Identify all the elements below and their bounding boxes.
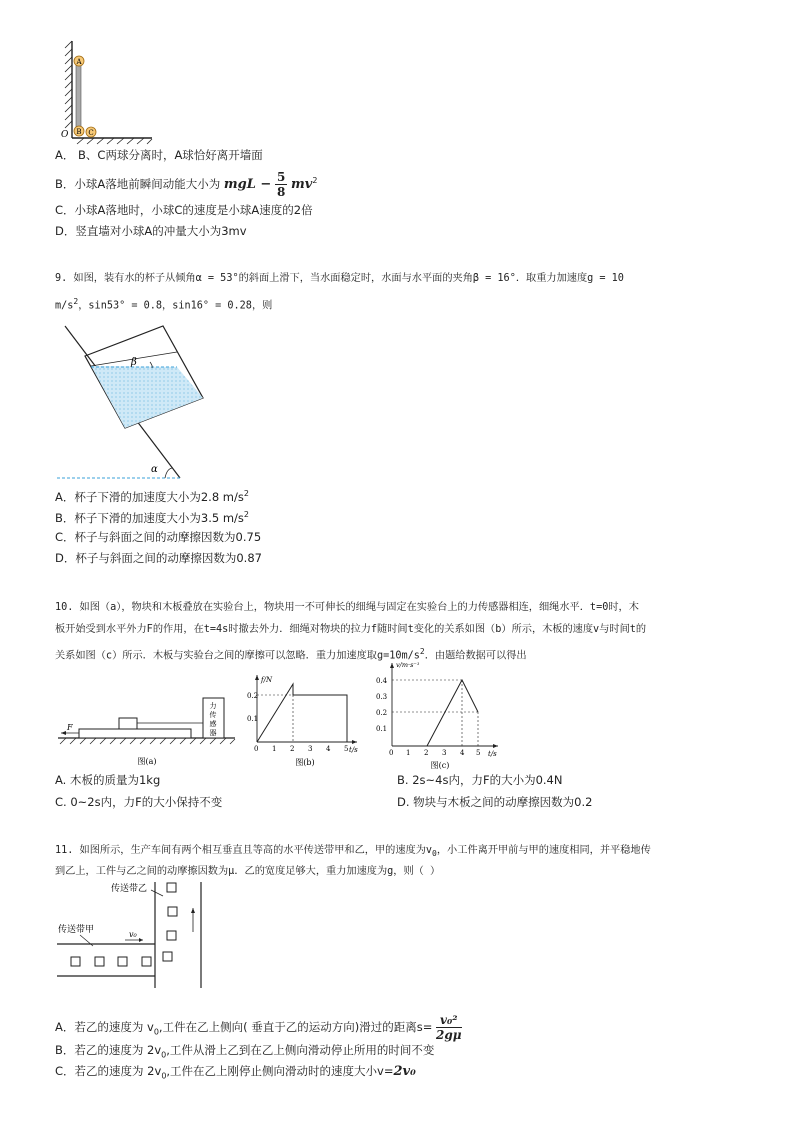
figure-a-caption: 图(a) xyxy=(137,757,157,766)
q11-option-a-fraction xyxy=(436,1013,462,1042)
fig-c-ylabel: v/m·s⁻¹ xyxy=(396,661,420,669)
q9-option-a xyxy=(55,486,249,505)
fig-b-xtick-5: 5 xyxy=(344,745,349,753)
beta-label: β xyxy=(131,357,137,368)
fig-b-xtick-0: 0 xyxy=(254,745,259,753)
q11-stem-line2: 到乙上，工件与乙之间的动摩擦因数为μ．乙的宽度足够大，重力加速度为g，则（ ） xyxy=(55,866,441,877)
q9-option-b-sup: 2 xyxy=(243,510,249,519)
q8-option-b xyxy=(55,170,317,199)
figure-b-caption: 图(b) xyxy=(295,758,315,767)
fig-c-ytick-0.1: 0.1 xyxy=(376,725,388,733)
fig-b-xtick-2: 2 xyxy=(290,745,295,753)
figure-a-apparatus xyxy=(55,690,240,770)
q10-option-b: B. 2s~4s内，力F的大小为0.4N xyxy=(397,773,563,787)
q9-option-a-sup: 2 xyxy=(243,489,249,498)
q8-option-b-prefix: B．小球A落地前瞬间动能大小为 xyxy=(55,177,221,191)
q10-stem-line3-b: ．由题给数据可以得出 xyxy=(424,650,527,662)
fraction-denominator: 2gμ xyxy=(436,1028,462,1042)
fig-c-ytick-0.4: 0.4 xyxy=(376,677,388,685)
fig-c-xtick-5: 5 xyxy=(476,749,481,757)
q11-option-b-text: B．若乙的速度为 2v xyxy=(55,1043,162,1057)
fig-c-ytick-0.3: 0.3 xyxy=(376,693,388,701)
q10-stem-line3-a: 关系如图（c）所示．木板与实验台之间的摩擦可以忽略．重力加速度取g=10m/s xyxy=(55,650,420,662)
q8-option-b-fraction xyxy=(275,170,287,199)
q9-unit-sup: 2 xyxy=(73,297,79,306)
fig-c-ytick-0.2: 0.2 xyxy=(376,709,388,717)
q10-option-c: C. 0~2s内，力F的大小保持不变 xyxy=(55,795,223,809)
q11-stem-line1-a: 11. 如图所示，生产车间有两个相互垂直且等高的水平传送带甲和乙，甲的速度为v xyxy=(55,845,433,856)
fig-c-xtick-3: 3 xyxy=(442,749,447,757)
q10-stem-line2: 板开始受到水平外力F的作用，在t=4s时撤去外力．细绳对物块的拉力f随时间t变化的关系如图（b）所示，木板的速度v与时间t的 xyxy=(55,624,647,635)
conveyor-figure xyxy=(55,880,215,992)
q8-option-d: D．竖直墙对小球A的冲量大小为3mv xyxy=(55,224,247,238)
fig-b-xtick-4: 4 xyxy=(326,745,331,753)
q9-option-d: D．杯子与斜面之间的动摩擦因数为0.87 xyxy=(55,551,262,565)
force-f-label: F xyxy=(67,723,73,732)
q11-stem-line1-sub: 0 xyxy=(432,849,437,859)
q11-option-a-sub: 0 xyxy=(153,1027,159,1037)
origin-label: O xyxy=(61,130,69,140)
wall-rod-figure xyxy=(55,38,160,146)
q10-option-d: D. 物块与木板之间的动摩擦因数为0.2 xyxy=(397,795,593,809)
q11-option-c-math: 2v₀ xyxy=(393,1064,416,1079)
fig-c-xlabel: t/s xyxy=(488,750,497,758)
sensor-label-3: 感 xyxy=(209,720,217,728)
ball-b-label: B xyxy=(76,128,82,136)
q9-option-c: C．杯子与斜面之间的动摩擦因数为0.75 xyxy=(55,530,262,544)
q8-option-c: C．小球A落地时，小球C的速度是小球A速度的2倍 xyxy=(55,203,313,217)
q11-option-b-sub: 0 xyxy=(161,1050,167,1060)
belt-a-label: 传送带甲 xyxy=(58,925,95,935)
figure-b-force-graph xyxy=(245,672,365,772)
q9-given: ，sin53° = 0.8，sin16° = 0.28，则 xyxy=(78,300,273,312)
q11-option-a-text2: ,工件在乙上侧向( 垂直于乙的运动方向)滑过的距离s= xyxy=(158,1020,433,1034)
figure-c-velocity-graph xyxy=(370,660,505,772)
q11-option-c xyxy=(55,1063,416,1084)
ball-a-label: A xyxy=(76,58,82,66)
q11-option-c-text2: ,工件在乙上刚停止侧向滑动时的速度大小v= xyxy=(166,1064,394,1078)
q11-option-c-text: C．若乙的速度为 2v xyxy=(55,1064,162,1078)
fraction-numerator: v₀² xyxy=(436,1013,462,1028)
q9-option-b xyxy=(55,507,249,526)
q11-option-b-text2: ,工件从滑上乙到在乙上侧向滑动停止所用的时间不变 xyxy=(166,1043,435,1057)
q11-option-b xyxy=(55,1042,434,1063)
q10-stem-line1: 10. 如图（a），物块和木板叠放在实验台上，物块用一不可伸长的细绳与固定在实验台上的力传感器相连，细绳水平．t=0时，木 xyxy=(55,602,639,613)
fig-c-xtick-1: 1 xyxy=(406,749,411,757)
fig-c-xtick-4: 4 xyxy=(460,749,465,757)
q8-option-b-sup: 2 xyxy=(312,176,318,186)
sensor-label-2: 传 xyxy=(209,711,217,719)
v0-label: v₀ xyxy=(129,930,137,939)
q8-option-b-math2: mv xyxy=(291,177,313,192)
q10-stem-line3-sup: 2 xyxy=(419,647,425,656)
q11-option-a-text: A．若乙的速度为 v xyxy=(55,1020,154,1034)
q11-option-c-sub: 0 xyxy=(161,1071,167,1081)
sensor-label-4: 器 xyxy=(209,729,217,737)
q9-stem-line2 xyxy=(55,291,272,317)
ball-c-label: C xyxy=(88,129,94,137)
figure-c-caption: 图(c) xyxy=(430,761,450,770)
fig-c-xtick-0: 0 xyxy=(389,749,394,757)
q11-stem-line1-b: ，小工件离开甲前与甲的速度相同，并平稳地传 xyxy=(436,845,651,856)
q10-option-a: A. 木板的质量为1kg xyxy=(55,773,161,787)
q9-unit: m/s xyxy=(55,300,74,312)
q9-option-a-text: A．杯子下滑的加速度大小为2.8 m/s xyxy=(55,489,244,504)
fig-c-xtick-2: 2 xyxy=(424,749,429,757)
fraction-denominator: 8 xyxy=(276,185,286,199)
q8-option-b-math: mgL − xyxy=(223,177,272,192)
belt-b-label: 传送带乙 xyxy=(111,884,148,894)
sensor-label-1: 力 xyxy=(209,702,217,710)
q8-option-a: A． B、C两球分离时，A球恰好离开墙面 xyxy=(55,148,263,162)
fig-b-ytick-0.2: 0.2 xyxy=(247,692,259,700)
fig-b-ylabel: f/N xyxy=(261,676,273,684)
fig-b-xtick-1: 1 xyxy=(272,745,277,753)
fig-b-xlabel: t/s xyxy=(349,746,358,754)
fig-b-ytick-0.1: 0.1 xyxy=(247,715,259,723)
incline-cup-figure xyxy=(55,320,225,482)
q9-stem-line1: 9. 如图，装有水的杯子从倾角α = 53°的斜面上滑下，当水面稳定时，水面与水平面的夹角β = 16°．取重力加速度g = 10 xyxy=(55,273,624,284)
alpha-label: α xyxy=(151,464,158,475)
fraction-numerator: 5 xyxy=(276,170,286,184)
q9-option-b-text: B．杯子下滑的加速度大小为3.5 m/s xyxy=(55,510,244,525)
fig-b-xtick-3: 3 xyxy=(308,745,313,753)
